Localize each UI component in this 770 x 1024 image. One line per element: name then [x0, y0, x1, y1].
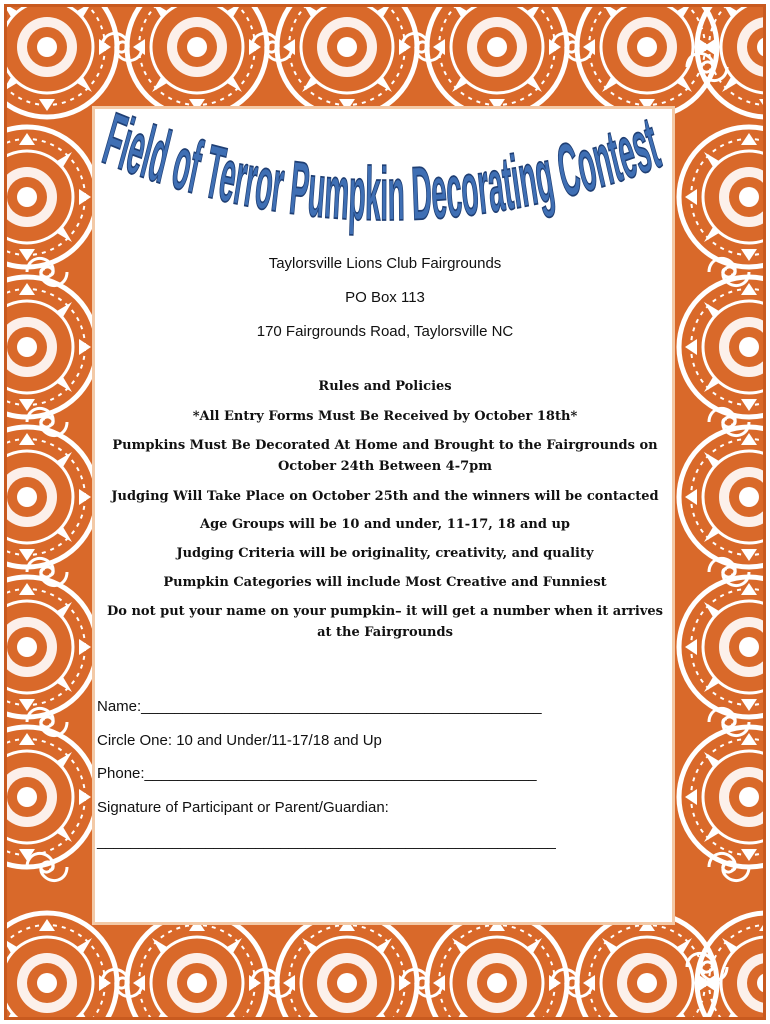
page-title: Field of Terror Pumpkin Decorating Contest: [95, 104, 679, 238]
rule-item: Pumpkin Categories will include Most Creative and Funniest: [163, 575, 607, 590]
rule-item: Do not put your name on your pumpkin– it will get a number when it arrives at the Fairgrounds: [107, 604, 663, 640]
age-group-choice[interactable]: Circle One: 10 and Under/11-17/18 and Up: [97, 732, 382, 749]
rule-item: *All Entry Forms Must Be Received by October 18th*: [192, 409, 578, 424]
address-line-2: PO Box 113: [345, 289, 425, 306]
rule-item: Judging Will Take Place on October 25th and the winners will be contacted: [111, 489, 659, 504]
svg-text:Field of Terror Pumpkin Decora: [95, 104, 679, 238]
rule-item: Age Groups will be 10 and under, 11-17, 18 and up: [199, 517, 570, 532]
address-line-1: Taylorsville Lions Club Fairgrounds: [268, 255, 502, 272]
address-line-3: 170 Fairgrounds Road, Taylorsville NC: [256, 323, 514, 340]
signature-label: Signature of Participant or Parent/Guardian:: [97, 799, 389, 816]
rule-item: Pumpkins Must Be Decorated At Home and Brought to the Fairgrounds on October 24th Between 4-7pm: [112, 438, 658, 474]
phone-field[interactable]: Phone:_______________________________________________: [97, 765, 537, 782]
title-banner: [92, 104, 682, 254]
rules-heading: Rules and Policies: [318, 379, 452, 394]
name-field[interactable]: Name:________________________________________________: [97, 698, 542, 715]
signature-field[interactable]: _______________________________________________________: [97, 833, 556, 850]
title-wordart: [92, 104, 682, 254]
rule-item: Judging Criteria will be originality, creativity, and quality: [176, 546, 594, 561]
